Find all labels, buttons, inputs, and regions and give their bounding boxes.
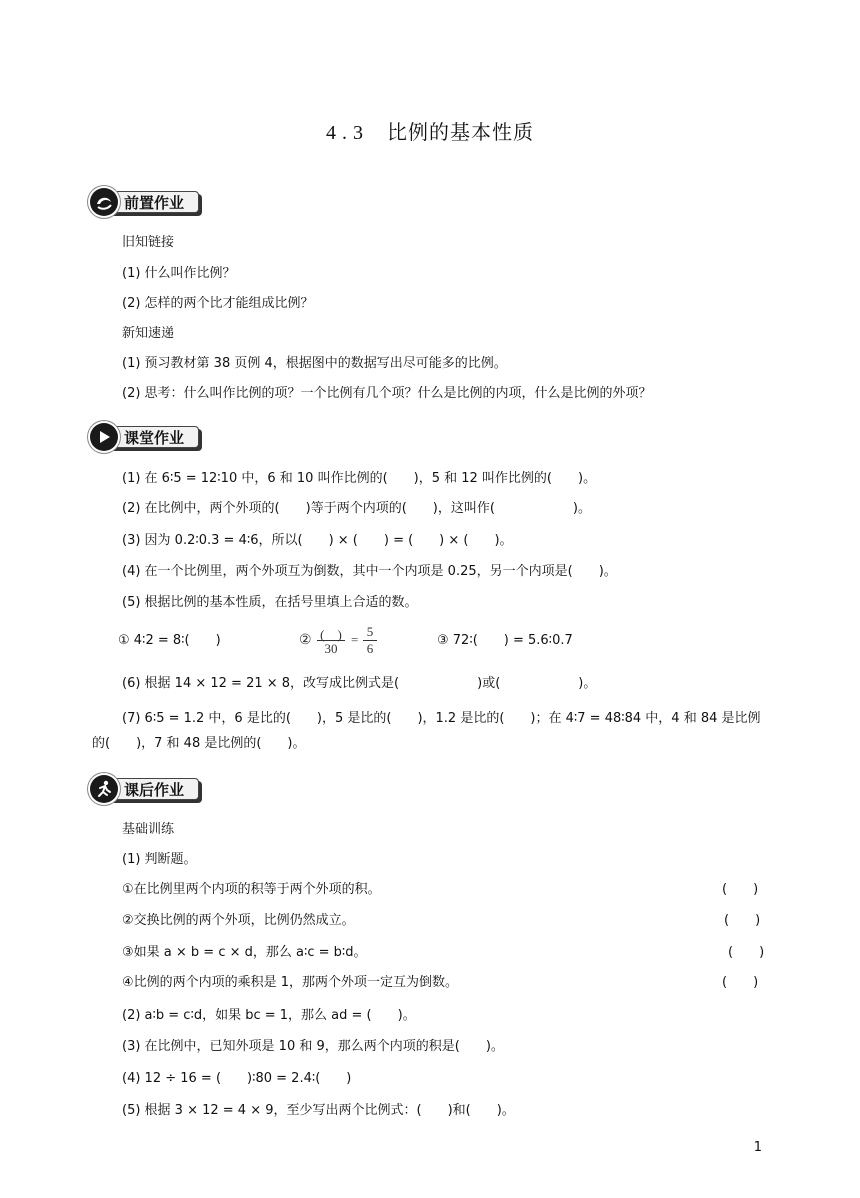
post-question-3: (3) 在比例中，已知外项是 10 和 9，那么两个内项的积是( )。 [122, 1039, 504, 1054]
class-question-5: (5) 根据比例的基本性质，在括号里填上合适的数。 [122, 595, 418, 610]
class-question-4: (4) 在一个比例里，两个外项互为倒数，其中一个内项是 0.25，另一个内项是( )。 [122, 564, 617, 579]
runner-emblem-icon [90, 775, 118, 803]
post-question-1: (1) 判断题。 [122, 852, 197, 867]
new-item: (2) 思考：什么叫作比例的项？一个比例有几个项？什么是比例的内项，什么是比例的外项？ [122, 386, 652, 401]
section-badge-pre [90, 188, 199, 216]
swirl-emblem-icon [90, 188, 118, 216]
class-question-1: (1) 在 6∶5 = 12∶10 中，6 和 10 叫作比例的( )，5 和 12 叫作比例的( )。 [122, 471, 597, 486]
review-item: (1) 什么叫作比例？ [122, 266, 236, 281]
post-question-5: (5) 根据 3 × 12 = 4 × 9，至少写出两个比例式：( )和( )。 [122, 1103, 515, 1118]
judge-blank: ( ) [722, 882, 759, 897]
review-heading: 旧知链接 [122, 235, 175, 250]
play-emblem-icon [90, 423, 118, 451]
fill-item-a: ① 4∶2 = 8∶( ) [118, 633, 221, 648]
judge-blank: ( ) [722, 975, 759, 990]
section-label: 课堂作业 [110, 426, 199, 448]
fraction-equation [299, 624, 389, 656]
post-question-2: (2) a∶b = c∶d，如果 bc = 1，那么 ad = ( )。 [122, 1008, 416, 1023]
section-label: 课后作业 [110, 778, 199, 800]
judge-item: ①在比例里两个内项的积等于两个外项的积。 [122, 882, 381, 897]
section-badge-class [90, 423, 199, 451]
judge-blank: ( ) [724, 913, 761, 928]
section-number: 4.3 [326, 122, 369, 144]
judge-item: ②交换比例的两个外项，比例仍然成立。 [122, 913, 355, 928]
class-question-3: (3) 因为 0.2∶0.3 = 4∶6，所以( ) × ( ) = ( ) × ( )。 [122, 533, 513, 548]
basic-heading: 基础训练 [122, 822, 175, 837]
post-question-4: (4) 12 ÷ 16 = ( )∶80 = 2.4∶( ) [122, 1071, 352, 1086]
section-label: 前置作业 [110, 191, 199, 213]
class-question-7: (7) 6∶5 = 1.2 中，6 是比的( )，5 是比的( )，1.2 是比的( )；在 4∶7 = 48∶84 中，4 和 84 是比例的( )，7 和 48 是比例的( )。 [92, 711, 761, 751]
fraction-denominator: 30 [324, 641, 338, 656]
section-badge-post [90, 775, 199, 803]
review-item: (2) 怎样的两个比才能组成比例？ [122, 296, 314, 311]
class-question-6: (6) 根据 14 × 12 = 21 × 8，改写成比例式是( )或( )。 [122, 676, 597, 691]
new-heading: 新知速递 [122, 326, 175, 341]
judge-item: ④比例的两个内项的乘积是 1，那两个外项一定互为倒数。 [122, 975, 459, 990]
equals-sign: = [351, 632, 359, 647]
page-title [0, 116, 860, 145]
fraction-numerator-right: 5 [366, 624, 374, 639]
class-question-2: (2) 在比例中，两个外项的( )等于两个内项的( )，这叫作( )。 [122, 501, 591, 516]
new-item: (1) 预习教材第 38 页例 4，根据图中的数据写出尽可能多的比例。 [122, 356, 507, 371]
page-number: 1 [753, 1140, 762, 1155]
fraction-denominator-right: 6 [366, 641, 374, 656]
section-title: 比例的基本性质 [387, 120, 534, 144]
fill-item-b-mark: ② [299, 633, 312, 648]
fraction-numerator: ( ) [320, 627, 342, 642]
judge-blank: ( ) [728, 945, 765, 960]
fill-item-c: ③ 72∶( ) = 5.6∶0.7 [437, 633, 573, 648]
judge-item: ③如果 a × b = c × d，那么 a∶c = b∶d。 [122, 945, 367, 960]
